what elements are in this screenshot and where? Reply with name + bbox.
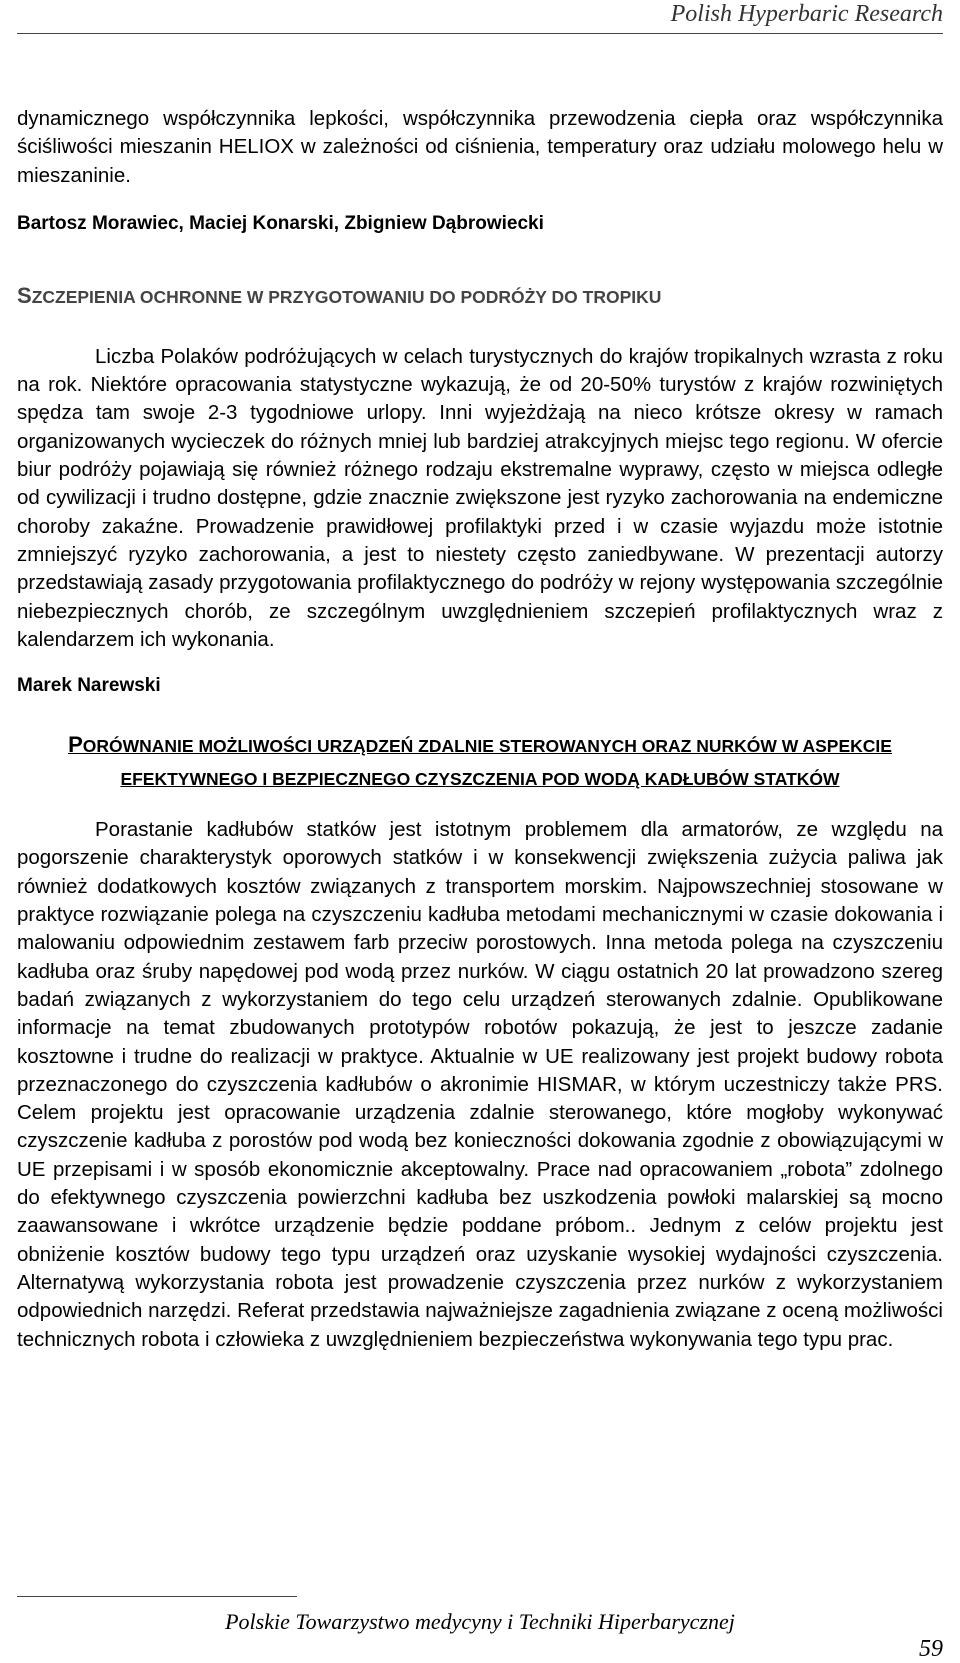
footer-divider	[17, 1596, 297, 1597]
running-header: Polish Hyperbaric Research	[670, 1, 943, 27]
page-number: 59	[919, 1636, 943, 1662]
authors-line: Marek Narewski	[17, 675, 161, 697]
authors-line: Bartosz Morawiec, Maciej Konarski, Zbigniew Dąbrowiecki	[17, 212, 544, 234]
section-title-vaccinations: SZCZEPIENIA OCHRONNE W PRZYGOTOWANIU DO PODRÓŻY DO TROPIKU	[17, 282, 662, 308]
page-body	[17, 105, 943, 1354]
running-footer: Polskie Towarzystwo medycyny i Techniki Hiperbarycznej	[225, 1609, 735, 1634]
continued-abstract-paragraph: dynamicznego współczynnika lepkości, współczynnika przewodzenia ciepła oraz współczynnika ściśliwości mieszanin HELIOX w zależności od ciśnienia, temperatury oraz udziału molowego helu w mieszaninie.	[17, 107, 943, 187]
header-divider	[17, 33, 943, 34]
section-title-hull-cleaning: PORÓWNANIE MOŻLIWOŚCI URZĄDZEŃ ZDALNIE STEROWANYCH ORAZ NURKÓW W ASPEKCIE EFEKTYWNEGO I BEZPIECZNEGO CZYSZCZENIA POD WODĄ KADŁUBÓW STATKÓW	[68, 732, 892, 790]
abstract-paragraph: Liczba Polaków podróżujących w celach turystycznych do krajów tropikalnych wzrasta z roku na rok. Niektóre opracowania statystyczne wykazują, że od 20-50% turystów z krajów rozwiniętych spędza tam swoje 2-3 tygodniowe urlopy. Inni wyjeżdżają na nieco krótsze okresy w ramach organizowanych wycieczek do różnych mniej lub bardziej atrakcyjnych miejsc tego regionu. W ofercie biur podróży pojawiają się również różnego rodzaju ekstremalne wyprawy, często w miejsca odległe od cywilizacji i trudno dostępne, gdzie znacznie zwiększone jest ryzyko zachorowania na endemiczne choroby zakaźne. Prowadzenie prawidłowej profilaktyki przed i w czasie wyjazdu może istotnie zmniejszyć ryzyko zachorowania, a jest to niestety często zaniedbywane. W prezentacji autorzy przedstawiają zasady przygotowania profilaktycznego do podróży w rejony występowania szczególnie niebezpiecznych chorób, ze szczególnym uwzględnieniem szczepień profilaktycznych wraz z kalendarzem ich wykonania.	[17, 344, 943, 651]
abstract-paragraph: Porastanie kadłubów statków jest istotnym problemem dla armatorów, ze względu na pogorszenie charakterystyk oporowych statków i w konsekwencji zwiększenia zużycia paliwa jak również dodatkowych kosztów związanych z transportem morskim. Najpowszechniej stosowane w praktyce rozwiązanie polega na czyszczeniu kadłuba metodami mechanicznymi w czasie dokowania i malowaniu odpowiednim zestawem farb przeciw porostowych. Inna metoda polega na czyszczeniu kadłuba oraz śruby napędowej pod wodą przez nurków. W ciągu ostatnich 20 lat prowadzono szereg badań związanych z wykorzystaniem do tego celu urządzeń sterowanych zdalnie. Opublikowane informacje na temat zbudowanych prototypów robotów pokazują, że jest to jeszcze zadanie kosztowne i trudne do realizacji w praktyce. Aktualnie w UE realizowany jest projekt budowy robota przeznaczonego do czyszczenia kadłubów o akronimie HISMAR, w którym uczestniczy także PRS. Celem projektu jest opracowanie urządzenia zdalnie sterowanego, które mogłoby wykonywać czyszczenie kadłuba z porostów pod wodą bez konieczności dokowania zgodnie z obowiązującymi w UE przepisami i w sposób ekonomicznie akceptowalny. Prace nad opracowaniem „robota” zdolnego do efektywnego czyszczenia powierzchni kadłuba bez uszkodzenia powłoki malarskiej są mocno zaawansowane i wkrótce urządzenie będzie poddane próbom.. Jednym z celów projektu jest obniżenie kosztów budowy tego typu urządzeń oraz uzyskanie wysokiej wydajności czyszczenia. Alternatywą wykorzystania robota jest prowadzenie czyszczenia przez nurków z wykorzystaniem odpowiednich narzędzi. Referat przedstawia najważniejsze zagadnienia związane z oceną możliwości technicznych robota i człowieka z uwzględnieniem bezpieczeństwa wykonywania tego typu prac.	[17, 818, 943, 1351]
